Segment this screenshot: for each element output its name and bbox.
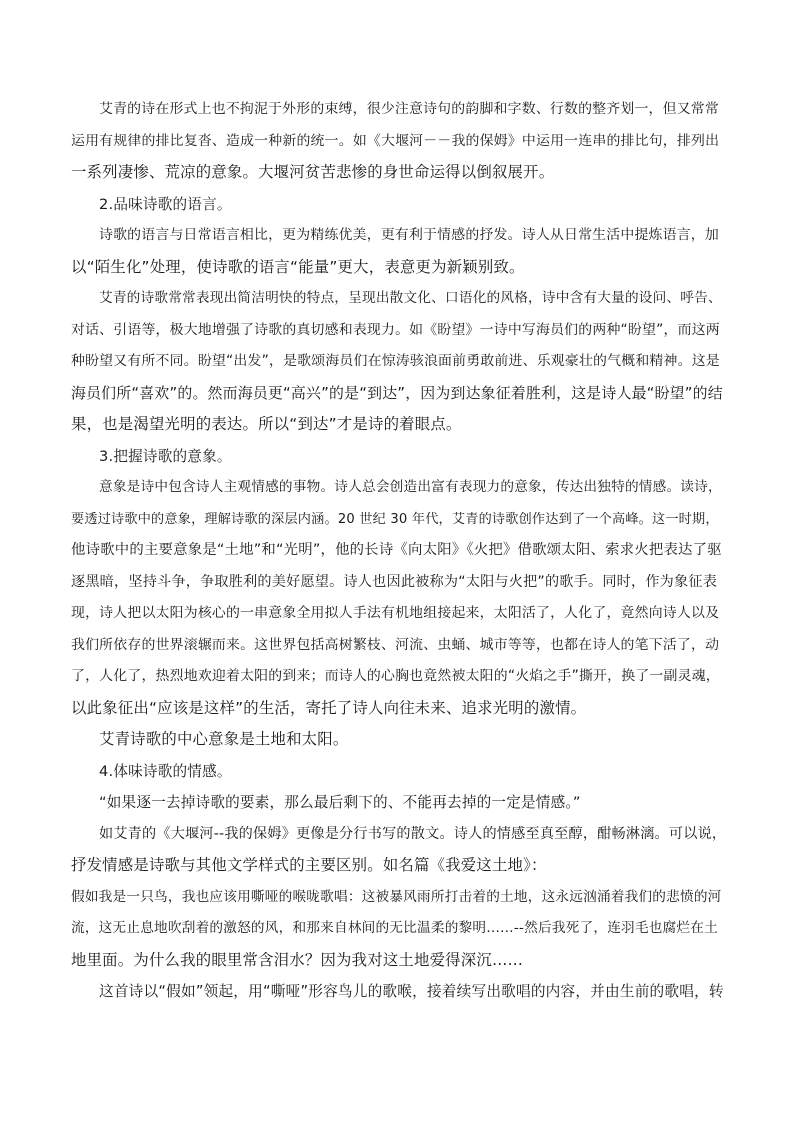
paragraph-line: 一系列凄惨、荒凉的意象。大堰河贫苦悲惨的身世命运得以倒叙展开。 — [71, 163, 555, 181]
document-body — [71, 94, 727, 1008]
paragraph-line: 海员们所“喜欢”的。然而海员更“高兴”的是“到达”，因为到达象征着胜利，这是诗人最“盼望”的结 — [71, 383, 723, 402]
section-heading: 4.体味诗歌的情感。 — [99, 762, 232, 780]
paragraph-line: 他诗歌中的主要意象是“土地”和“光明”，他的长诗《向太阳》《火把》借歌颂太阳、索求火把表达了驱 — [71, 542, 722, 558]
paragraph-line: 我们所依存的世界滚辗而来。这世界包括高树繁枝、河流、虫蛹、城市等等，也都在诗人的笔下活了，动 — [71, 636, 720, 653]
section-heading: 2.品味诗歌的语言。 — [99, 195, 232, 213]
poem-line: 流，这无止息地吹刮着的激怒的风，和那来自林间的无比温柔的黎明……--然后我死了，连羽毛也腐烂在土 — [71, 920, 718, 936]
paragraph-line: 了，人化了，热烈地欢迎着太阳的到来；而诗人的心胸也竟然被太阳的“火焰之手”撕开，换了一副灵魂， — [71, 668, 720, 684]
paragraph-line: 以“陌生化”处理，使诗歌的语言“能量”更大，表意更为新颖别致。 — [71, 257, 525, 276]
paragraph-line: 抒发情感是诗歌与其他文学样式的主要区别。如名篇《我爱这土地》： — [71, 856, 547, 874]
paragraph-line: 运用有规律的排比复沓、造成一种新的统一。如《大堰河－－我的保姆》中运用一连串的排比句，排列出 — [71, 132, 720, 149]
paragraph-line: 种盼望又有所不同。盼望“出发”，是歌颂海员们在惊涛骇浪面前勇敢前进、乐观豪壮的气概和精神。这是 — [71, 353, 720, 369]
paragraph-line: 果，也是渴望光明的表达。所以“到达”才是诗的着眼点。 — [71, 415, 462, 433]
paragraph-line: 艾青的诗在形式上也不拘泥于外形的束缚，很少注意诗句的韵脚和字数、行数的整齐划一，但又常常 — [99, 101, 719, 117]
paragraph-line: 艾青诗歌的中心意象是土地和太阳。 — [99, 730, 349, 748]
section-heading: 3.把握诗歌的意象。 — [99, 447, 232, 465]
poem-line: 地里面。为什么我的眼里常含泪水？因为我对这土地爱得深沉…… — [71, 950, 524, 969]
paragraph-line: 如艾青的《大堰河--我的保姆》更像是分行书写的散文。诗人的情感至真至醇，酣畅淋漓。可以说， — [99, 825, 727, 842]
paragraph-line: 诗歌的语言与日常语言相比，更为精练优美，更有利于情感的抒发。诗人从日常生活中提炼语言，加 — [99, 227, 719, 243]
paragraph-line: 意象是诗中包含诗人主观情感的事物。诗人总会创造出富有表现力的意象，传达出独特的情感。读诗， — [99, 479, 722, 495]
poem-line: 假如我是一只鸟，我也应该用嘶哑的喉咙歌唱：这被暴风雨所打击着的土地，这永远汹涌着我们的悲愤的河 — [71, 888, 722, 905]
paragraph-line: 要透过诗歌中的意象，理解诗歌的深层内涵。20 世纪 30 年代，艾青的诗歌创作达到了一个高峰。这一时期， — [71, 511, 719, 527]
paragraph-line: 逐黑暗，坚持斗争，争取胜利的美好愿望。诗人也因此被称为“太阳与火把”的歌手。同时，作为象征表 — [71, 573, 718, 590]
paragraph-line: 对话、引语等，极大地增强了诗歌的真切感和表现力。如《盼望》一诗中写海员们的两种“盼望”，而这两 — [71, 321, 720, 338]
paragraph-line: 艾青的诗歌常常表现出简洁明快的特点，呈现出散文化、口语化的风格，诗中含有大量的设问、呼告、 — [99, 290, 722, 306]
paragraph-line: 以此象征出“应该是这样”的生活，寄托了诗人向往未来、追求光明的激情。 — [71, 698, 587, 717]
paragraph-line: 现，诗人把以太阳为核心的一串意象全用拟人手法有机地组接起来，太阳活了，人化了，竟然向诗人以及 — [71, 605, 720, 621]
paragraph-line: 这首诗以“假如”领起，用“嘶哑”形容鸟儿的歌喉，接着续写出歌唱的内容，并由生前的歌唱，转 — [99, 983, 724, 1000]
quote-line: “如果逐一去掉诗歌的要素，那么最后剩下的、不能再去掉的一定是情感。” — [99, 794, 581, 811]
